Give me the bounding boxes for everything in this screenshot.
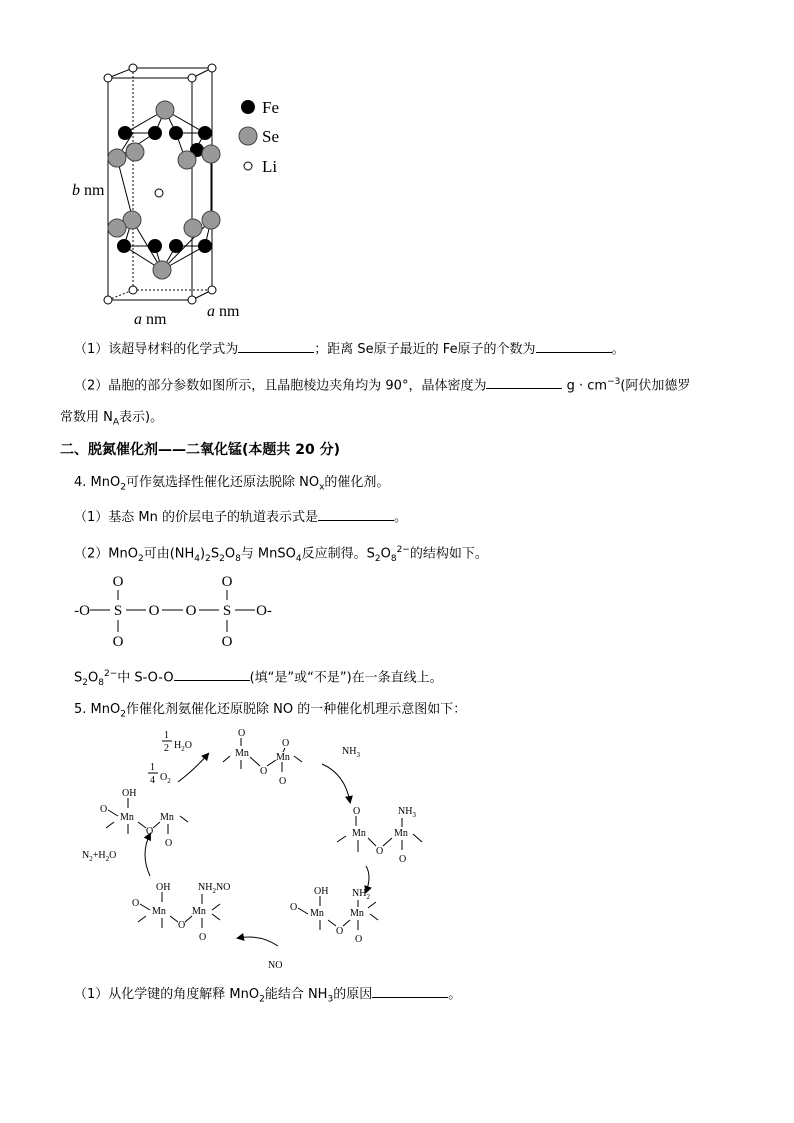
svg-text:Mn: Mn: [350, 908, 364, 919]
svg-text:O-: O-: [256, 603, 272, 619]
svg-text:2: 2: [164, 743, 169, 754]
svg-text:Mn: Mn: [235, 748, 249, 759]
svg-text:b nm: b nm: [72, 182, 105, 199]
svg-text:-O: -O: [74, 603, 90, 619]
svg-text:Mn: Mn: [192, 906, 206, 917]
svg-text:4: 4: [150, 775, 155, 786]
svg-text:O: O: [260, 766, 268, 777]
svg-text:O: O: [112, 634, 124, 650]
svg-text:NH2: $NH_2$: [352, 888, 370, 901]
q5-part1: （1）从化学键的角度解释 MnO$_2$能结合 $NH_3$的原因 。: [74, 983, 461, 1010]
svg-text:S: S: [113, 603, 123, 619]
b-var: b: [72, 182, 80, 199]
svg-text:O: O: [353, 806, 361, 817]
svg-text:O2: $O_2$: [160, 772, 171, 785]
svg-text:O: O: [112, 574, 124, 590]
answer-blank[interactable]: [174, 666, 250, 681]
svg-text:H2O: $H_2O$: [174, 740, 192, 753]
svg-text:O: O: [238, 728, 246, 739]
answer-blank[interactable]: [372, 983, 448, 998]
svg-text:Mn: Mn: [160, 812, 174, 823]
svg-text:S: S: [222, 603, 232, 619]
svg-text:OH: OH: [122, 788, 137, 799]
svg-text:Mn: Mn: [352, 828, 366, 839]
svg-text:O: O: [221, 634, 233, 650]
legend-fe: Fe: [262, 98, 279, 117]
svg-text:O: O: [290, 902, 298, 913]
svg-text:1: 1: [150, 762, 155, 773]
svg-text:O: O: [100, 804, 108, 815]
section-title: 二、脱氮催化剂——二氧化锰(本题共 20 分): [60, 442, 341, 458]
q4-part2: （2）MnO$_2$可由$(NH_4)_2S_2O_8$与 MnSO$_4$反应制得。$S_2O_8^{2-}$的结构如下。: [74, 545, 488, 564]
legend-li: Li: [262, 157, 278, 176]
svg-text:OH: OH: [156, 882, 171, 893]
q4-part1: （1）基态 Mn 的价层电子的轨道表示式是 。: [74, 506, 407, 528]
legend-se: Se: [262, 127, 279, 146]
svg-text:1: 1: [164, 730, 169, 741]
svg-text:O: O: [178, 920, 186, 931]
svg-text:O: O: [146, 826, 154, 837]
svg-text:NH3: $NH_3$: [342, 746, 360, 759]
crystal-cell-figure: [60, 60, 300, 332]
svg-text:O: O: [185, 603, 197, 619]
svg-text:O: O: [399, 854, 407, 865]
q4-intro: 4. MnO$_2$可作氨选择性催化还原法脱除 $NO_x$的催化剂。: [74, 475, 390, 493]
persulfate-structure: [70, 570, 290, 652]
svg-text:O: O: [279, 776, 287, 787]
svg-text:O: O: [376, 846, 384, 857]
svg-text:OH: OH: [314, 886, 329, 897]
svg-text:Mn: Mn: [152, 906, 166, 917]
svg-text:NH3: $NH_3$: [398, 806, 416, 819]
svg-text:N2+H2O: $N_2+H_2O$: [82, 850, 117, 863]
svg-text:O: O: [355, 934, 363, 945]
svg-text:NH2NO: $NH_2NO$: [198, 882, 231, 895]
answer-blank[interactable]: [536, 338, 612, 353]
answer-blank[interactable]: [238, 338, 314, 353]
q4-question: $S_2O_8^{2-}$中 S-O-O (填“是”或“不是”)在一条直线上。: [74, 664, 443, 693]
svg-text:O: O: [132, 898, 140, 909]
answer-blank[interactable]: [486, 374, 562, 389]
q3-part1: （1）该超导材料的化学式为 ；距离 Se原子最近的 Fe原子的个数为 。: [74, 338, 625, 360]
answer-blank[interactable]: [318, 506, 394, 521]
svg-text:Mn: Mn: [120, 812, 134, 823]
q3-part2: （2）晶胞的部分参数如图所示，且晶胞棱边夹角均为 90°，晶体密度为 $g \cdot cm^{-3}$(阿伏加德罗: [74, 372, 690, 396]
catalytic-mechanism-diagram: [70, 724, 450, 972]
q3-part2-cont: 常数用 $N_A$表示)。: [60, 410, 164, 428]
svg-text:a nm: a nm: [207, 303, 240, 320]
svg-text:NO: NO: [268, 960, 283, 971]
q5-intro: 5. MnO$_2$作催化剂氨催化还原脱除 NO 的一种催化机理示意图如下：: [74, 702, 467, 720]
svg-text:O: O: [165, 838, 173, 849]
svg-text:O: O: [221, 574, 233, 590]
svg-text:Mn: Mn: [394, 828, 408, 839]
svg-text:O: O: [199, 932, 207, 943]
svg-text:O: O: [282, 738, 290, 749]
svg-text:O: O: [336, 926, 344, 937]
crystal-legend: [239, 98, 279, 176]
svg-text:Mn: Mn: [276, 752, 290, 763]
svg-text:a nm: a nm: [134, 311, 167, 328]
svg-text:O: O: [148, 603, 160, 619]
svg-text:Mn: Mn: [310, 908, 324, 919]
